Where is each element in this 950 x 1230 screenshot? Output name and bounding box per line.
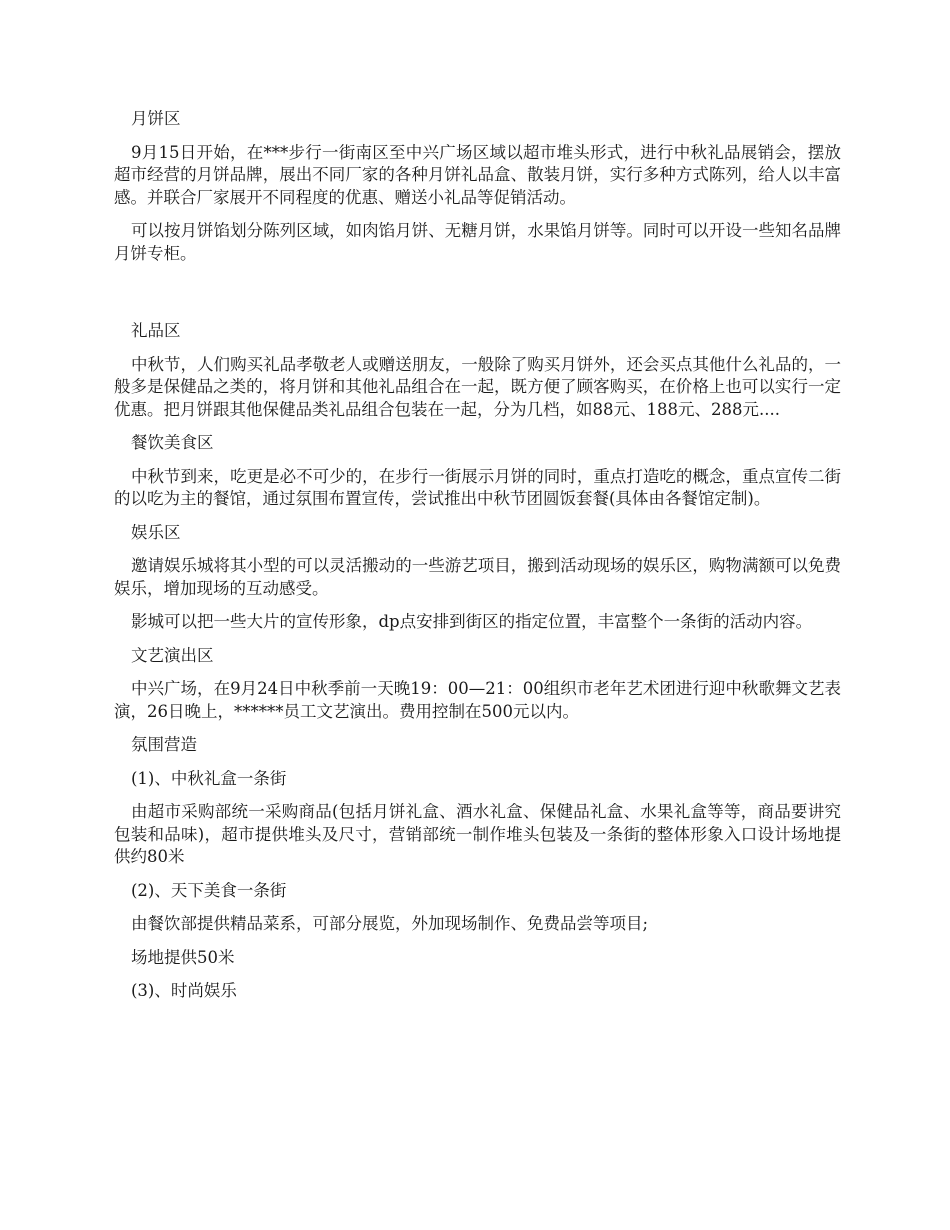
paragraph: 中秋节到来，吃更是必不可少的，在步行一街展示月饼的同时，重点打造吃的概念，重点宣传二街的以吃为主的餐馆，通过氛围布置宣传，尝试推出中秋节团圆饭套餐(具体由各餐馆定制)。 xyxy=(114,466,841,508)
list-item-title: (3)、时尚娱乐 xyxy=(131,981,237,1000)
paragraph: 影城可以把一些大片的宣传形象，dp点安排到街区的指定位置，丰富整个一条街的活动内容。 xyxy=(131,612,813,631)
paragraph: 中兴广场，在9月24日中秋季前一天晚19：00—21：00组织市老年艺术团进行迎中秋歌舞文艺表演，26日晚上，******员工文艺演出。费用控制在500元以内。 xyxy=(114,679,841,721)
paragraph: 由餐饮部提供精品菜系，可部分展览，外加现场制作、免费品尝等项目; xyxy=(131,914,649,933)
paragraph: 中秋节，人们购买礼品孝敬老人或赠送朋友，一般除了购买月饼外，还会买点其他什么礼品的，一般多是保健品之类的，将月饼和其他礼品组合在一起，既方便了顾客购买，在价格上也可以实行一定优惠。把月饼跟其他保健品类礼品组合包装在一起，分为几档，如88元、188元、288元.... xyxy=(114,354,841,419)
list-item-title: (2)、天下美食一条街 xyxy=(131,880,287,900)
section-heading-mooncake: 月饼区 xyxy=(131,109,181,128)
paragraph: 场地提供50米 xyxy=(131,947,235,967)
paragraph: 邀请娱乐城将其小型的可以灵活搬动的一些游艺项目，搬到活动现场的娱乐区，购物满额可以免费娱乐，增加现场的互动感受。 xyxy=(114,556,841,598)
paragraph: 由超市采购部统一采购商品(包括月饼礼盒、酒水礼盒、保健品礼盒、水果礼盒等等，商品要讲究包装和品味)，超市提供堆头及尺寸，营销部统一制作堆头包装及一条街的整体形象入口设计场地提供约80米 xyxy=(114,802,841,866)
section-heading-atmosphere: 氛围营造 xyxy=(131,735,197,754)
document-page xyxy=(114,108,841,1014)
paragraph: 9月15日开始，在***步行一街南区至中兴广场区域以超市堆头形式，进行中秋礼品展销会，摆放超市经营的月饼品牌，展出不同厂家的各种月饼礼品盒、散装月饼，实行多种方式陈列，给人以丰富感。并联合厂家展开不同程度的优惠、赠送小礼品等促销活动。 xyxy=(114,142,841,207)
section-heading-food: 餐饮美食区 xyxy=(131,433,214,452)
section-heading-performance: 文艺演出区 xyxy=(131,645,214,665)
blank-spacer xyxy=(114,276,841,320)
paragraph: 可以按月饼馅划分陈列区域，如肉馅月饼、无糖月饼，水果馅月饼等。同时可以开设一些知名品牌月饼专柜。 xyxy=(114,221,841,263)
section-heading-entertainment: 娱乐区 xyxy=(131,522,181,542)
list-item-title: (1)、中秋礼盒一条街 xyxy=(131,768,287,788)
section-heading-gift: 礼品区 xyxy=(131,321,181,340)
